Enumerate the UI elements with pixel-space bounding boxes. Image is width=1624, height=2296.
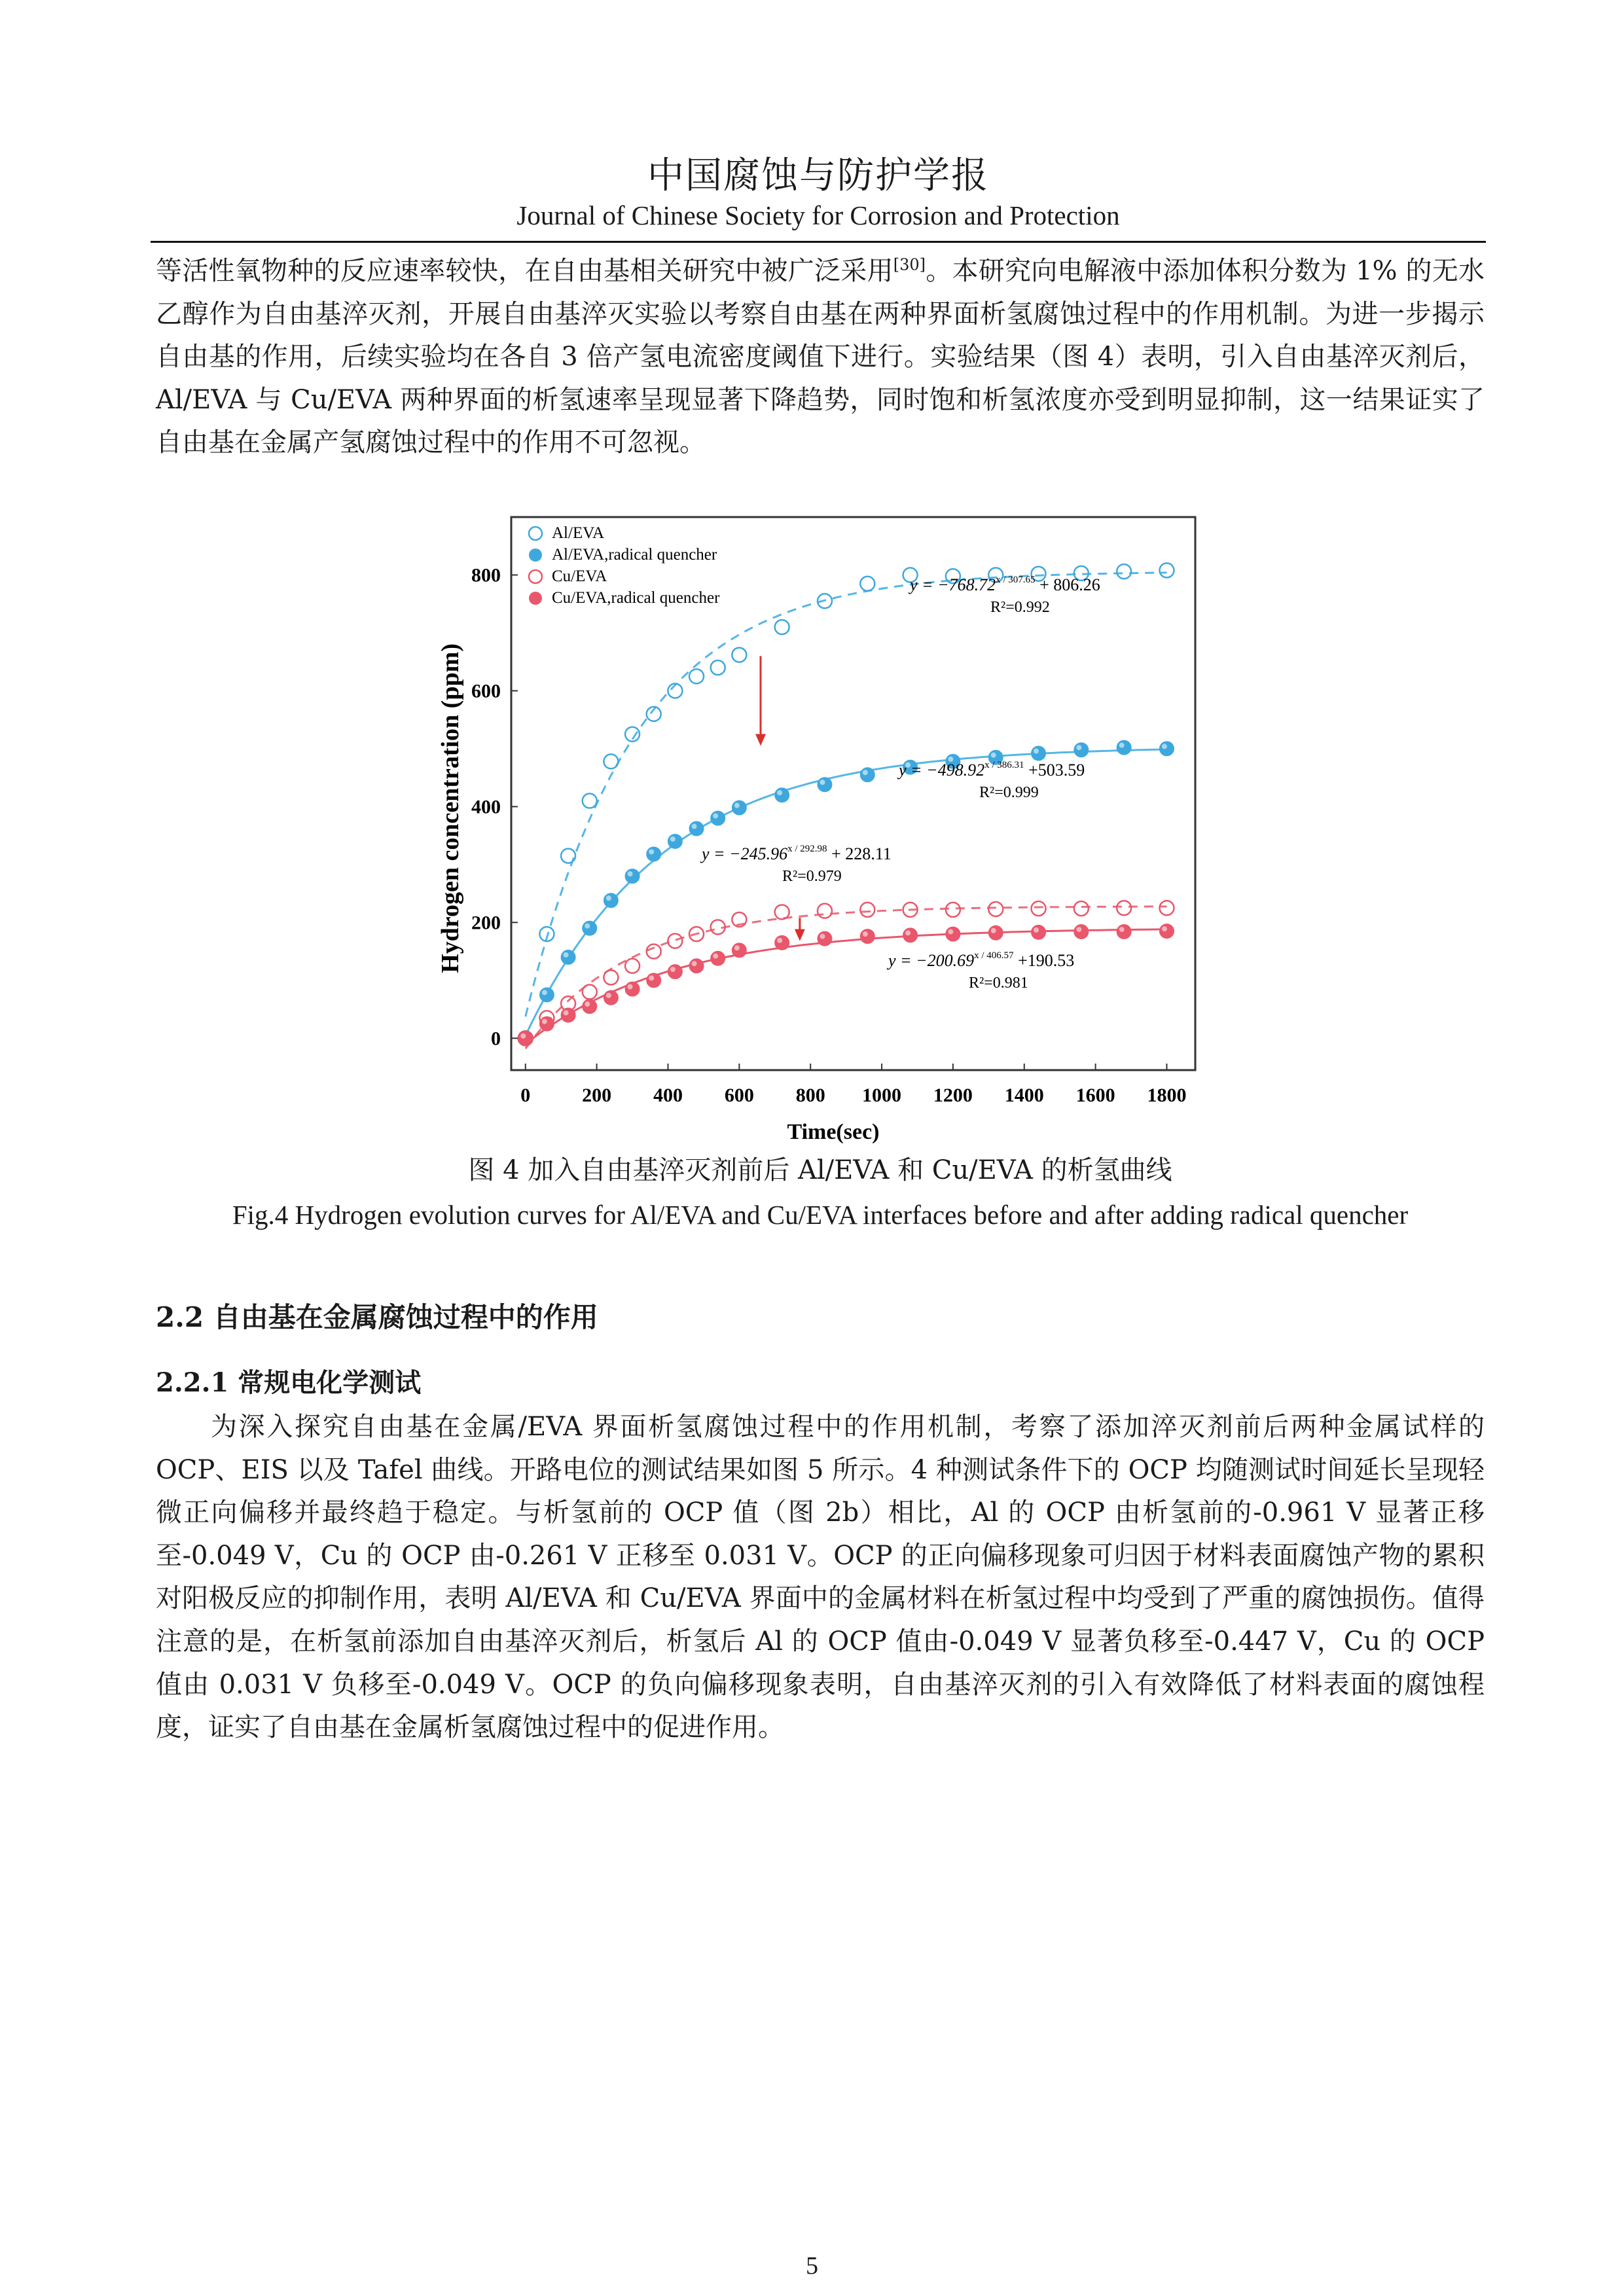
intro-text-part2: 。本研究向电解液中添加体积分数为 1% 的无水乙醇作为自由基淬灭剂，开展自由基淬灭实验以考察自由基在两种界面析氢腐蚀过程中的作用机制。为进一步揭示自由基的作用，后续实验均在各自 3 倍产氢电流密度阈值下进行。实验结果（图 4）表明，引入自由基淬灭剂后，Al/EVA 与 Cu/EVA 两种界面的析氢速率呈现显著下降趋势，同时饱和析氢浓度亦受到明显抑制，这一结果证实了自由基在金属产氢腐蚀过程中的作用不可忽视。 [156,256,1485,458]
data-point-highlight [1162,744,1167,749]
data-point [561,950,575,964]
data-point [689,669,704,683]
figure-caption-en: Fig.4 Hydrogen evolution curves for Al/EVA and Cu/EVA interfaces before and after adding radical quencher [232,1200,1409,1230]
data-point [860,929,875,944]
data-point [561,1008,575,1022]
data-point [1074,743,1089,757]
citation: [30] [893,255,926,274]
data-point [711,811,725,825]
data-point-highlight [692,961,697,966]
header-rule [151,241,1486,243]
data-point [1074,901,1089,916]
fit-equation: $y = -200.69^{x / 406.57} +190.53$ [888,950,1075,970]
x-tick-label: 800 [795,1085,825,1106]
x-tick-label: 1000 [862,1085,902,1106]
data-point-highlight [734,945,740,950]
data-point-highlight [585,1001,590,1007]
data-point [1074,925,1089,939]
fit-line-1 [526,749,1167,1035]
data-point-highlight [628,871,633,876]
legend-label: Al/EVA,radical quencher [552,546,717,564]
figure-4 [419,504,1218,1145]
data-point-highlight [585,924,590,929]
fit-equation: $y = -498.92^{x / 386.31} +503.59$ [899,760,1085,780]
data-point [1032,925,1046,939]
data-point-highlight [713,814,718,819]
data-point-highlight [777,938,782,943]
legend-marker [529,527,542,540]
y-tick-label: 400 [471,796,501,818]
hydrogen-evolution-chart [419,504,1218,1145]
data-point [860,903,875,917]
fit-line-3 [526,929,1167,1044]
x-tick-label: 600 [724,1085,754,1106]
data-point [732,648,746,662]
data-point-highlight [670,967,676,972]
data-point-highlight [905,930,911,935]
data-point [1032,746,1046,761]
data-point [668,834,682,848]
legend-marker [529,592,542,605]
data-point-highlight [1076,745,1081,750]
data-point [1159,901,1174,915]
x-tick-label: 1600 [1075,1085,1115,1106]
data-point [903,928,918,942]
data-point [818,904,832,918]
data-point [1117,564,1131,579]
data-point-highlight [670,836,676,842]
page-header [151,153,1486,232]
data-point [732,943,746,958]
legend-label: Al/EVA [552,524,605,542]
data-point-highlight [991,753,996,758]
data-point [518,1031,533,1045]
data-point-highlight [564,952,569,958]
data-point [1117,901,1131,915]
intro-text-part1: 等活性氧物种的反应速率较快，在自由基相关研究中被广泛采用 [156,256,893,286]
page-number: 5 [806,2252,818,2280]
data-point [604,970,618,984]
data-point-highlight [1119,743,1125,748]
data-point-highlight [713,954,718,959]
data-point [818,931,832,946]
data-point [1159,563,1174,577]
data-point [711,660,725,675]
data-point [668,934,682,948]
fit-r-squared: R²=0.992 [990,599,1050,616]
fit-r-squared: R²=0.999 [979,784,1039,801]
data-point-highlight [1119,927,1125,932]
data-point [583,794,597,808]
y-tick-label: 200 [471,912,501,934]
data-point [647,944,661,959]
figure-caption-cn: 图 4 加入自由基淬灭剂前后 Al/EVA 和 Cu/EVA 的析氢曲线 [468,1155,1172,1185]
data-point [775,905,789,919]
y-tick-label: 0 [491,1028,501,1050]
data-point-highlight [692,824,697,829]
data-point [561,849,575,863]
data-point-highlight [1076,927,1081,932]
fit-equation: $y = -768.72^{x / 307.65} + 806.26$ [910,575,1100,594]
data-point [583,921,597,935]
data-point [988,925,1003,940]
legend-marker [529,570,542,583]
fit-line-2 [526,906,1167,1049]
data-point [732,800,746,815]
data-point [539,988,554,1002]
data-point [625,959,640,973]
data-point-highlight [606,895,611,901]
data-point [625,869,640,884]
data-point-highlight [649,975,654,980]
data-point [1032,901,1046,916]
data-point [1117,925,1131,939]
data-point-highlight [948,929,953,935]
section-2-2-1-paragraph: 为深入探究自由基在金属/EVA 界面析氢腐蚀过程中的作用机制，考察了添加淬灭剂前后两种金属试样的 OCP、EIS 以及 Tafel 曲线。开路电位的测试结果如图 5 所示。4 种测试条件下的 OCP 均随测试时间延长呈现轻微正向偏移并最终趋于稳定。与析氢前的 OCP 值（图 2b）相比，Al 的 OCP 由析氢前的-0.961 V 显著正移至-0.049 V，Cu 的 OCP 由-0.261 V 正移至 0.031 V。OCP 的正向偏移现象可归因于材料表面腐蚀产物的累积对阳极反应的抑制作用，表明 Al/EVA 和 Cu/EVA 界面中的金属材料在析氢过程中均受到了严重的腐蚀损伤。值得注意的是，在析氢前添加自由基淬灭剂后，析氢后 Al 的 OCP 值由-0.049 V 显著负移至-0.447 V，Cu 的 OCP 值由 0.031 V 负移至-0.049 V。OCP 的负向偏移现象表明，自由基淬灭剂的引入有效降低了材料表面的腐蚀程度，证实了自由基在金属析氢腐蚀过程中的促进作用。 [156,1412,1485,1743]
data-point [604,754,618,768]
data-point [689,959,704,973]
data-point-highlight [991,928,996,933]
y-axis-label: Hydrogen concentration (ppm) [437,643,464,973]
decrease-arrow-cu-head [795,929,805,941]
data-point [775,788,789,802]
data-point-highlight [820,934,825,939]
legend-label: Cu/EVA,radical quencher [552,589,720,607]
data-point [775,620,789,634]
section-heading-2-2: 2.2 自由基在金属腐蚀过程中的作用 [156,1301,598,1333]
data-point [604,893,618,908]
data-point-highlight [863,770,868,775]
fit-r-squared: R²=0.981 [969,975,1028,992]
data-point-highlight [520,1033,526,1039]
data-point [539,1016,554,1031]
x-tick-label: 1800 [1147,1085,1187,1106]
data-point-highlight [820,780,825,785]
data-point [604,990,618,1005]
data-point [818,778,832,792]
section-heading-2-2-1: 2.2.1 常规电化学测试 [156,1367,422,1398]
data-point [583,985,597,999]
data-point [946,927,960,941]
x-tick-label: 200 [582,1085,612,1106]
intro-paragraph [156,250,1485,465]
data-point [946,903,960,917]
x-tick-label: 1200 [933,1085,973,1106]
data-point-highlight [542,1019,547,1024]
data-point-highlight [1162,926,1167,931]
data-point [1159,742,1174,756]
data-point [668,965,682,979]
data-point [625,982,640,996]
journal-title-en: Journal of Chinese Society for Corrosion and Protection [516,200,1120,230]
data-point-highlight [1034,927,1039,933]
data-point [689,821,704,836]
data-point-highlight [777,790,782,795]
data-point-highlight [542,990,547,995]
fit-r-squared: R²=0.979 [782,868,842,885]
data-point [647,847,661,861]
journal-title-cn: 中国腐蚀与防护学报 [647,154,989,197]
fit-equation: $y = -245.96^{x / 292.98} + 228.11$ [702,844,892,863]
x-axis-label: Time(sec) [787,1120,880,1144]
x-tick-label: 400 [653,1085,683,1106]
data-point [775,935,789,950]
y-tick-label: 600 [471,680,501,702]
legend-marker [529,548,542,562]
data-point [988,902,1003,916]
data-point [647,973,661,988]
x-tick-label: 1400 [1004,1085,1044,1106]
data-point [711,951,725,965]
data-point [860,768,875,782]
data-point-highlight [734,803,740,808]
decrease-arrow-al-head [755,734,766,746]
x-tick-label: 0 [520,1085,531,1106]
data-point [1117,740,1131,755]
data-point-highlight [564,1010,569,1015]
legend-label: Cu/EVA [552,567,607,585]
data-point-highlight [863,931,868,937]
fit-line-0 [526,573,1167,1016]
data-point [1159,924,1174,939]
data-point-highlight [649,849,654,854]
data-point-highlight [1034,749,1039,754]
data-point-highlight [606,993,611,998]
y-tick-label: 800 [471,564,501,586]
data-point [860,577,875,591]
data-point-highlight [628,984,633,990]
data-point [583,999,597,1014]
